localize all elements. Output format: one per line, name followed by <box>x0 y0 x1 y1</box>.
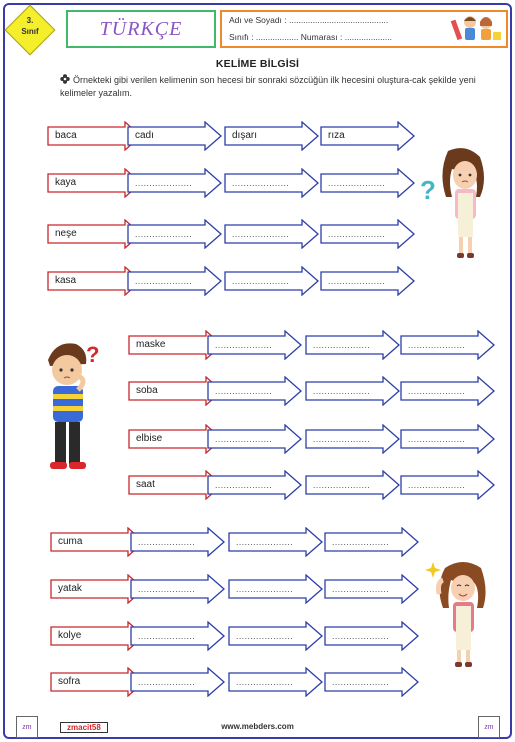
answer-blank[interactable]: .................... <box>232 229 290 239</box>
given-word: kasa <box>55 275 77 286</box>
given-word: elbise <box>136 433 163 444</box>
question-mark-icon: ? <box>420 175 436 205</box>
kids-illustration <box>448 12 504 46</box>
answer-blank[interactable]: .................... <box>236 584 294 594</box>
answer-blank[interactable]: .................... <box>313 340 371 350</box>
answer-arrow <box>400 470 495 500</box>
answer-arrow <box>207 330 302 360</box>
thinking-girl-figure <box>418 145 488 263</box>
answer-blank[interactable]: .................... <box>138 537 196 547</box>
given-word: baca <box>55 130 77 141</box>
footer-url[interactable]: www.mebders.com <box>221 722 294 731</box>
answer-blank[interactable]: .................... <box>313 386 371 396</box>
answer-arrow <box>305 330 400 360</box>
answer-blank[interactable]: .................... <box>332 631 390 641</box>
footer-credit: zmacit58 <box>60 722 108 733</box>
answer-arrow <box>224 266 319 296</box>
answer-arrow <box>207 424 302 454</box>
answer-blank[interactable]: .................... <box>138 584 196 594</box>
answer-arrow <box>130 574 225 604</box>
answer-arrow <box>130 667 225 697</box>
answer-arrow <box>324 527 419 557</box>
answer-arrow <box>305 424 400 454</box>
name-field[interactable]: Adı ve Soyadı : .......................................... <box>229 15 389 25</box>
answer-blank[interactable]: .................... <box>135 178 193 188</box>
given-word: soba <box>136 385 158 396</box>
given-word: sofra <box>58 676 81 687</box>
answer-blank[interactable]: .................... <box>408 434 466 444</box>
answer-blank[interactable]: .................... <box>408 340 466 350</box>
answer-arrow <box>228 667 323 697</box>
answer-arrow <box>320 266 415 296</box>
answer-arrow <box>400 330 495 360</box>
answer-blank[interactable]: .................... <box>328 229 386 239</box>
sparkle-icon <box>425 562 441 578</box>
answer-blank[interactable]: .................... <box>332 584 390 594</box>
answer-blank[interactable]: .................... <box>215 340 273 350</box>
answer-blank[interactable]: .................... <box>313 434 371 444</box>
answer-blank[interactable]: .................... <box>332 677 390 687</box>
answer-blank[interactable]: .................... <box>138 677 196 687</box>
grade-number: 3. <box>26 16 34 25</box>
answer-arrow <box>228 527 323 557</box>
thinking-boy-figure <box>40 340 102 480</box>
answer-blank[interactable]: .................... <box>332 537 390 547</box>
answer-blank[interactable]: .................... <box>236 677 294 687</box>
answer-blank[interactable]: .................... <box>408 480 466 490</box>
answer-arrow <box>127 266 222 296</box>
answer-blank[interactable]: .................... <box>138 631 196 641</box>
answer-blank[interactable]: .................... <box>236 631 294 641</box>
answer-arrow <box>320 121 415 151</box>
example-answer: rıza <box>328 130 345 141</box>
answer-arrow <box>130 527 225 557</box>
answer-blank[interactable]: .................... <box>408 386 466 396</box>
corner-logo-left: zm <box>16 716 38 738</box>
answer-arrow <box>130 621 225 651</box>
answer-arrow <box>324 667 419 697</box>
answer-arrow <box>127 121 222 151</box>
given-word: neşe <box>55 228 77 239</box>
answer-blank[interactable]: .................... <box>328 178 386 188</box>
answer-arrow <box>224 168 319 198</box>
example-answer: cadı <box>135 130 154 141</box>
flower-bullet-icon <box>60 74 70 84</box>
given-word: maske <box>136 339 166 350</box>
grade-badge-text <box>12 15 48 37</box>
subject-title: TÜRKÇE <box>99 17 183 40</box>
given-word: kaya <box>55 177 77 188</box>
answer-blank[interactable]: .................... <box>215 434 273 444</box>
answer-arrow <box>207 470 302 500</box>
answer-arrow <box>305 470 400 500</box>
answer-blank[interactable]: .................... <box>232 276 290 286</box>
instruction-block <box>60 74 510 100</box>
given-word: yatak <box>58 583 82 594</box>
grade-word: Sınıf <box>21 27 39 36</box>
answer-blank[interactable]: .................... <box>236 537 294 547</box>
answer-blank[interactable]: .................... <box>232 178 290 188</box>
given-word: saat <box>136 479 155 490</box>
given-word: cuma <box>58 536 83 547</box>
answer-arrow <box>400 424 495 454</box>
answer-arrow <box>324 574 419 604</box>
answer-arrow <box>320 219 415 249</box>
answer-arrow <box>228 621 323 651</box>
answer-blank[interactable]: .................... <box>328 276 386 286</box>
corner-logo-right: zm <box>478 716 500 738</box>
instruction-text: Örnekteki gibi verilen kelimenin son hecesi bir sonraki sözcüğün ilk hecesini oluştura-cak şekilde yeni kelimeler yazalım. <box>60 75 476 98</box>
answer-arrow <box>224 219 319 249</box>
answer-arrow <box>320 168 415 198</box>
class-number-field[interactable]: Sınıfı : .................. Numarası : .................... <box>229 32 392 42</box>
answer-arrow <box>305 376 400 406</box>
example-answer: dışarı <box>232 130 258 141</box>
answer-blank[interactable]: .................... <box>215 480 273 490</box>
answer-arrow <box>207 376 302 406</box>
answer-blank[interactable]: .................... <box>135 229 193 239</box>
answer-blank[interactable]: .................... <box>215 386 273 396</box>
worksheet-heading: KELİME BİLGİSİ <box>215 58 300 70</box>
answer-blank[interactable]: .................... <box>313 480 371 490</box>
waving-girl-figure <box>425 558 495 670</box>
answer-arrow <box>228 574 323 604</box>
subject-title-box <box>66 10 216 48</box>
answer-arrow <box>400 376 495 406</box>
answer-blank[interactable]: .................... <box>135 276 193 286</box>
question-mark-icon: ? <box>86 342 100 367</box>
answer-arrow <box>224 121 319 151</box>
answer-arrow <box>127 168 222 198</box>
given-word: kolye <box>58 630 82 641</box>
answer-arrow <box>324 621 419 651</box>
answer-arrow <box>127 219 222 249</box>
